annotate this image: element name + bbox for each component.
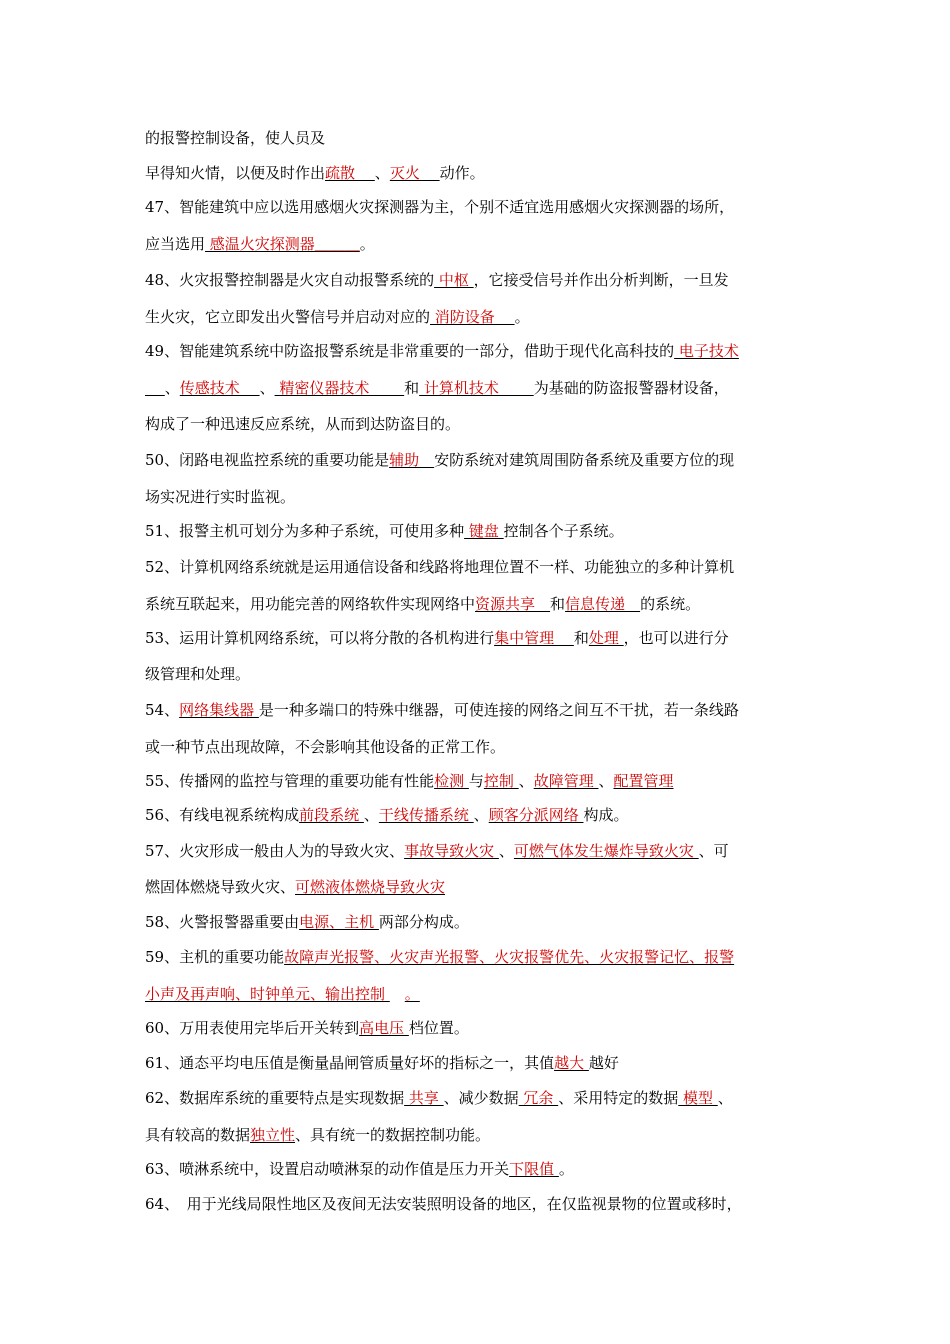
question-text: 的报警控制设备，使人员及: [145, 129, 326, 147]
question-text: 56、有线电视系统构成: [145, 806, 300, 824]
text-line: [145, 1053, 825, 1073]
question-text: 48、火灾报警控制器是火灾自动报警系统的: [145, 271, 435, 289]
text-line: [145, 594, 825, 614]
question-text: 53、运用计算机网络系统，可以将分散的各机构进行: [145, 629, 495, 647]
text-line: [145, 1159, 825, 1179]
text-line: [145, 1088, 825, 1108]
question-text: 、: [473, 806, 489, 824]
answer-blank: 辅助: [389, 451, 435, 469]
answer-blank: 越大: [554, 1054, 589, 1072]
text-line: [145, 378, 825, 398]
text-line: [145, 234, 825, 254]
question-text: 生火灾，它立即发出火警信号并启动对应的: [145, 308, 431, 326]
answer-blank: 可燃气体发生爆炸导致火灾: [513, 842, 699, 860]
question-text: 59、主机的重要功能: [145, 948, 285, 966]
text-line: [145, 197, 825, 217]
answer-blank: 冗余: [518, 1089, 559, 1107]
question-text: 和: [404, 379, 420, 397]
answer-blank: 模型: [678, 1089, 718, 1107]
text-line: [145, 450, 825, 470]
question-text: 构成。: [583, 806, 629, 824]
question-text: 是一种多端口的特殊中继器，可使连接的网络之间互不干扰，若一条线路: [258, 701, 739, 719]
question-text: 61、通态平均电压值是衡量晶闸管质量好坏的指标之一，其值: [145, 1054, 555, 1072]
question-text: 57、火灾形成一般由人为的导致火灾、: [145, 842, 405, 860]
question-text: 控制各个子系统。: [503, 522, 624, 540]
question-text: 63、喷淋系统中，设置启动喷淋泵的动作值是压力开关: [145, 1160, 510, 1178]
question-text: 、减少数据: [443, 1089, 519, 1107]
answer-blank: 疏散: [325, 164, 375, 182]
question-text: 安防系统对建筑周围防备系统及重要方位的现: [434, 451, 735, 469]
answer-blank: 控制: [483, 772, 519, 790]
answer-blank: 信息传递: [565, 595, 641, 613]
answer-blank: 事故导致火灾: [404, 842, 499, 860]
question-text: 52、计算机网络系统就是运用通信设备和线路将地理位置不一样、功能独立的多种计算机: [145, 558, 735, 576]
question-text: 、: [498, 842, 514, 860]
text-line: [145, 628, 825, 648]
question-text: 、采用特定的数据: [558, 1089, 679, 1107]
question-text: 或一种节点出现故障，不会影响其他设备的正常工作。: [145, 738, 506, 756]
text-line: [145, 947, 825, 967]
answer-blank: 高电压: [359, 1019, 409, 1037]
question-text: 构成了一种迅速反应系统，从而到达防盗目的。: [145, 415, 461, 433]
text-line: [145, 307, 825, 327]
text-line: [145, 805, 825, 825]
answer-blank: 灭火: [389, 164, 440, 182]
text-line: [145, 341, 825, 361]
answer-blank: 计算机技术: [419, 379, 534, 397]
text-line: [145, 163, 825, 183]
answer-blank: 独立性: [250, 1126, 296, 1144]
question-text: 。: [514, 308, 530, 326]
question-text: 燃固体燃烧导致火灾、: [145, 878, 296, 896]
question-text: 、具有统一的数据控制功能。: [295, 1126, 491, 1144]
text-line: [145, 557, 825, 577]
question-text: 级管理和处理。: [145, 665, 251, 683]
question-text: 、: [374, 164, 390, 182]
question-text: 早得知火情，以便及时作出: [145, 164, 326, 182]
answer-blank: 网络集线器: [179, 701, 259, 719]
question-text: ，它接受信号并作出分析判断，一旦发: [473, 271, 729, 289]
question-text: 与: [468, 772, 484, 790]
answer-blank: 前段系统: [299, 806, 364, 824]
text-line: [145, 128, 825, 148]
text-line: [145, 1125, 825, 1145]
question-text: 51、报警主机可划分为多种子系统，可使用多种: [145, 522, 465, 540]
answer-blank: 处理: [588, 629, 624, 647]
question-text: 和: [550, 595, 566, 613]
question-text: 49、智能建筑系统中防盗报警系统是非常重要的一部分，借助于现代化高科技的: [145, 342, 675, 360]
text-line: [145, 771, 825, 791]
question-text: 47、智能建筑中应以选用感烟火灾探测器为主，个别不适宜选用感烟火灾探测器的场所，: [145, 198, 735, 216]
question-text: 具有较高的数据: [145, 1126, 251, 1144]
answer-blank: 集中管理: [494, 629, 574, 647]
question-text: 、: [363, 806, 379, 824]
question-text: 动作。: [439, 164, 485, 182]
answer-blank: 可燃液体燃烧导致火灾: [295, 878, 446, 896]
question-text: 58、火警报警器重要由: [145, 913, 300, 931]
text-line: [145, 521, 825, 541]
answer-blank: 中枢: [434, 271, 474, 289]
answer-blank: 配置管理: [613, 772, 674, 790]
text-line: [145, 984, 825, 1004]
question-text: 、: [518, 772, 534, 790]
answer-blank: 。: [404, 985, 420, 1003]
question-text: 。: [359, 235, 375, 253]
question-text: 应当选用: [145, 235, 206, 253]
answer-blank: 检测: [434, 772, 469, 790]
answer-blank: 顾客分派网络: [488, 806, 584, 824]
question-text: 、: [717, 1089, 733, 1107]
text-line: [145, 841, 825, 861]
answer-blank: 故障管理: [533, 772, 599, 790]
question-text: 64、 用于光线局限性地区及夜间无法安装照明设备的地区，在仅监视景物的位置或移时，: [145, 1195, 742, 1213]
question-text: 50、闭路电视监控系统的重要功能是: [145, 451, 390, 469]
answer-blank: 共享: [404, 1089, 444, 1107]
question-text: 62、数据库系统的重要特点是实现数据: [145, 1089, 405, 1107]
question-text: 和: [573, 629, 589, 647]
text-line: [145, 487, 825, 507]
question-text: [390, 985, 405, 1003]
question-text: 越好: [588, 1054, 619, 1072]
question-text: 、: [598, 772, 614, 790]
question-text: 系统互联起来，用功能完善的网络软件实现网络中: [145, 595, 476, 613]
question-text: 。: [558, 1160, 574, 1178]
text-line: [145, 912, 825, 932]
text-line: [145, 1018, 825, 1038]
question-text: ，也可以进行分: [623, 629, 729, 647]
answer-blank: 键盘: [464, 522, 504, 540]
question-text: 、: [259, 379, 275, 397]
text-line: [145, 270, 825, 290]
text-line: [145, 737, 825, 757]
question-text: 两部分构成。: [378, 913, 469, 931]
question-text: 、: [164, 379, 180, 397]
text-line: [145, 877, 825, 897]
answer-blank: 消防设备: [430, 308, 515, 326]
answer-blank: 电源、主机: [299, 913, 379, 931]
question-text: 档位置。: [408, 1019, 469, 1037]
question-text: 54、: [145, 701, 180, 719]
text-line: [145, 700, 825, 720]
text-line: [145, 1194, 825, 1214]
answer-blank: [145, 379, 165, 397]
answer-blank: 精密仪器技术: [274, 379, 405, 397]
answer-blank: 干线传播系统: [378, 806, 474, 824]
answer-blank: 故障声光报警、火灾声光报警、火灾报警优先、火灾报警记忆、报警: [284, 948, 735, 966]
answer-blank: 资源共享: [475, 595, 551, 613]
answer-blank: 电子技术: [674, 342, 739, 360]
question-text: 60、万用表使用完毕后开关转到: [145, 1019, 360, 1037]
question-text: 的系统。: [640, 595, 701, 613]
text-line: [145, 664, 825, 684]
answer-blank: 感温火灾探测器＿＿＿: [205, 235, 360, 253]
answer-blank: 小声及再声响、时钟单元、输出控制: [145, 985, 390, 1003]
question-text: 、可: [698, 842, 729, 860]
question-text: 为基础的防盗报警器材设备，: [533, 379, 729, 397]
question-text: 55、传播网的监控与管理的重要功能有性能: [145, 772, 435, 790]
question-text: 场实况进行实时监视。: [145, 488, 296, 506]
answer-blank: 传感技术: [179, 379, 260, 397]
text-line: [145, 414, 825, 434]
answer-blank: 下限值: [509, 1160, 559, 1178]
